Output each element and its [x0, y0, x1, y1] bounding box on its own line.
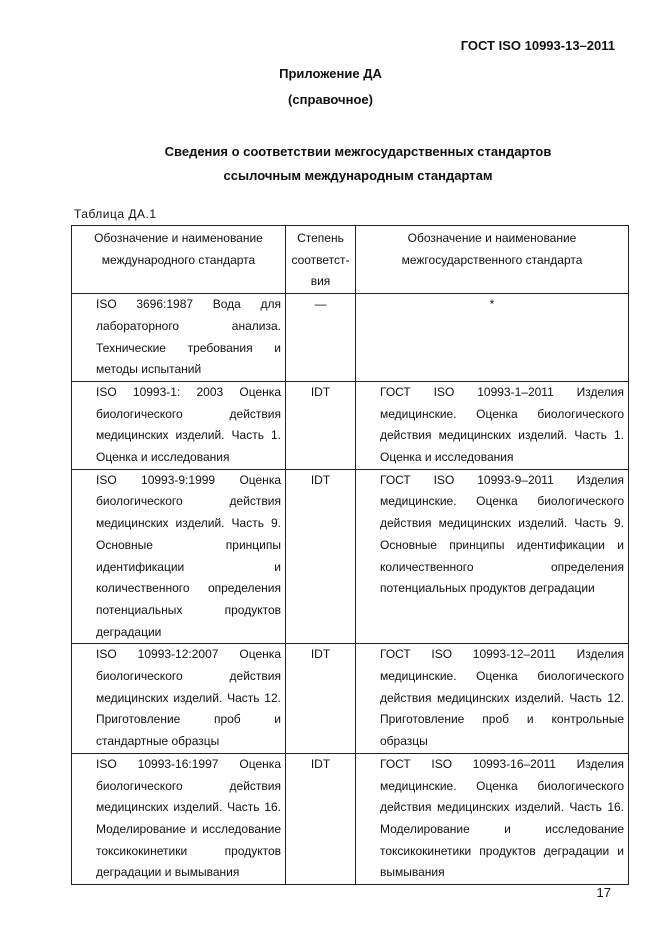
table-row	[72, 294, 629, 382]
column-header-degree: Степень соответст-вия	[286, 226, 356, 294]
interstate-standard-cell	[356, 753, 629, 884]
table-row	[72, 644, 629, 754]
interstate-standard-cell: *	[356, 294, 629, 382]
international-standard-text: ISO 3696:1987 Вода для лабораторного анализа. Технические требования и методы испытаний	[96, 297, 281, 377]
international-standard-cell	[72, 469, 286, 644]
document-code: ГОСТ ISO 10993-13–2011	[460, 38, 615, 53]
interstate-standard-text: ГОСТ ISO 10993-9–2011 Изделия медицинские. Оценка биологического действия медицинских изделий. Часть 9. Основные принципы идентификации и количественного определения потенциальных продуктов деградации	[380, 472, 624, 596]
degree-cell: IDT	[286, 381, 356, 469]
section-heading-line-1: Сведения о соответствии межгосударственных стандартов	[164, 144, 552, 159]
international-standard-text: ISO 10993-12:2007 Оценка биологического действия медицинских изделий. Часть 12. Приготовление проб и стандартные образцы	[96, 647, 281, 749]
interstate-standard-cell	[356, 381, 629, 469]
table-header-row	[72, 226, 629, 294]
international-standard-cell	[72, 381, 286, 469]
degree-cell: IDT	[286, 644, 356, 754]
degree-cell: IDT	[286, 753, 356, 884]
page-number: 17	[596, 885, 611, 900]
interstate-standard-text: ГОСТ ISO 10993-1–2011 Изделия медицинские. Оценка биологического действия медицинских изделий. Часть 1. Оценка и исследования	[380, 384, 624, 465]
table-row	[72, 381, 629, 469]
annex-subtitle: (справочное)	[288, 92, 373, 107]
section-heading	[0, 140, 661, 188]
table-row	[72, 753, 629, 884]
interstate-standard-text: ГОСТ ISO 10993-12–2011 Изделия медицинские. Оценка биологического действия медицинских изделий. Часть 12. Приготовление проб и контрольные образцы	[380, 647, 624, 749]
interstate-standard-cell	[356, 469, 629, 644]
degree-cell: IDT	[286, 469, 356, 644]
international-standard-text: ISO 10993-9:1999 Оценка биологического действия медицинских изделий. Часть 9. Основные принципы идентификации и количественного определения потенциальных продуктов деградации	[96, 472, 281, 639]
annex-title: Приложение ДА	[279, 66, 382, 81]
correspondence-table	[71, 225, 629, 885]
international-standard-text: ISO 10993-1: 2003 Оценка биологического действия медицинских изделий. Часть 1. Оценка и исследования	[96, 384, 281, 465]
table-caption: Таблица ДА.1	[74, 207, 157, 221]
international-standard-cell	[72, 753, 286, 884]
interstate-standard-cell	[356, 644, 629, 754]
international-standard-cell	[72, 294, 286, 382]
table-row	[72, 469, 629, 644]
column-header-international: Обозначение и наименование международного стандарта	[72, 226, 286, 294]
international-standard-text: ISO 10993-16:1997 Оценка биологического действия медицинских изделий. Часть 16. Моделирование и исследование токсикокинетики продуктов деградации и вымывания	[96, 756, 281, 880]
interstate-standard-text: ГОСТ ISO 10993-16–2011 Изделия медицинские. Оценка биологического действия медицинских изделий. Часть 16. Моделирование и исследование токсикокинетики продуктов деградации и вымывания	[380, 756, 624, 880]
degree-cell: —	[286, 294, 356, 382]
column-header-interstate: Обозначение и наименование межгосударственного стандарта	[356, 226, 629, 294]
international-standard-cell	[72, 644, 286, 754]
section-heading-line-2: ссылочным международным стандартам	[223, 168, 493, 183]
